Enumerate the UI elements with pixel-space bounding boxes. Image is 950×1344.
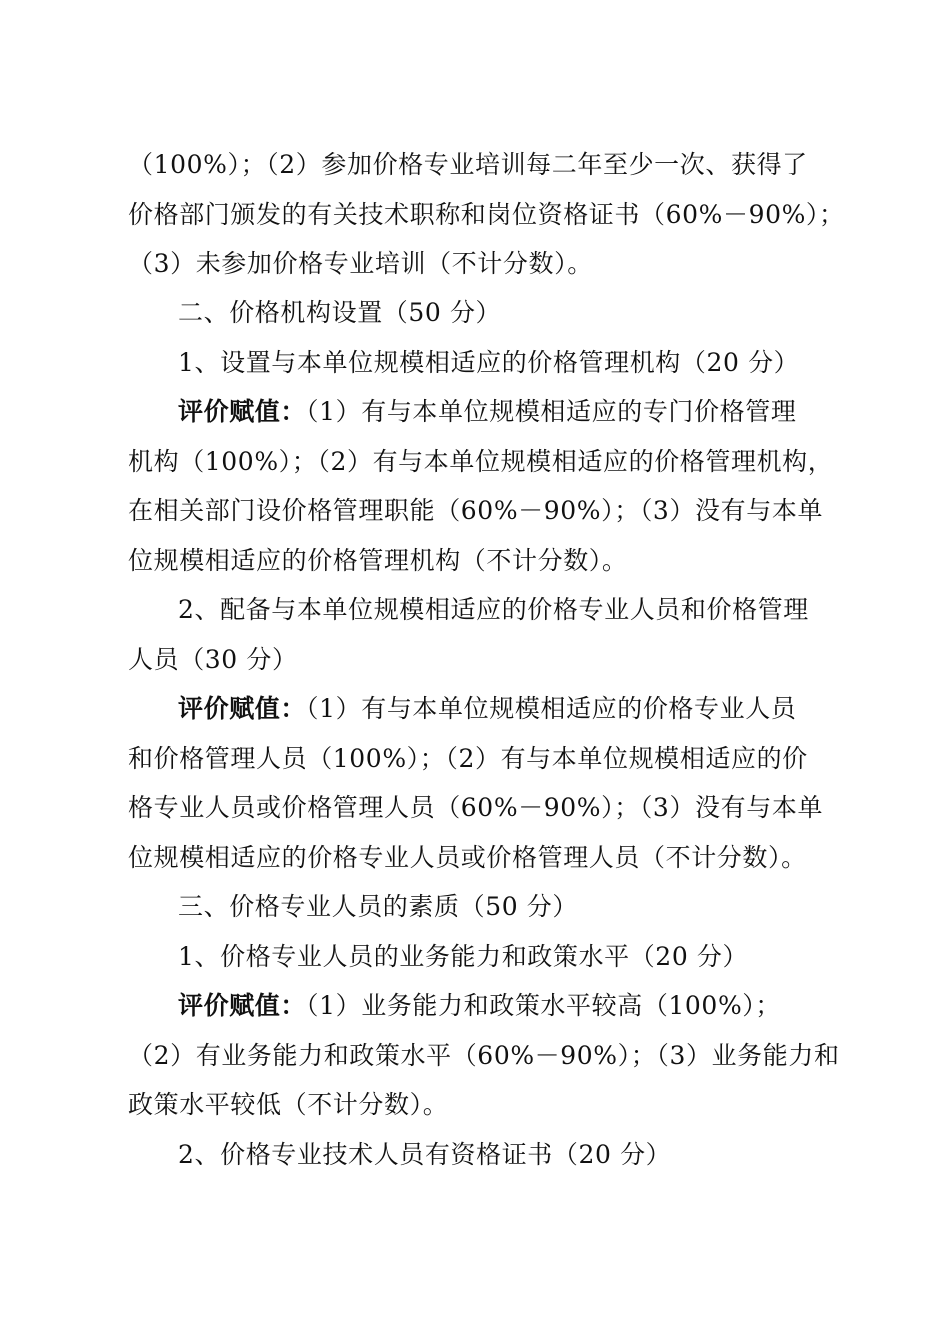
text-line: （100%）；（2）参加价格专业培训每二年至少一次、获得了 bbox=[128, 150, 808, 179]
text-line: 价格部门颁发的有关技术职称和岗位资格证书（60%－90%）； bbox=[128, 200, 845, 229]
evaluation-paragraph-line bbox=[178, 694, 796, 724]
text-line: 人员（30 分） bbox=[128, 645, 298, 674]
text-line: 位规模相适应的价格管理机构（不计分数）。 bbox=[128, 546, 628, 575]
text-line: 机构（100%）；（2）有与本单位规模相适应的价格管理机构， bbox=[128, 447, 834, 476]
text-line: （2）有业务能力和政策水平（60%－90%）；（3）业务能力和 bbox=[128, 1041, 840, 1070]
evaluation-paragraph-line bbox=[178, 991, 781, 1021]
subsection-heading: 2、配备与本单位规模相适应的价格专业人员和价格管理 bbox=[178, 595, 809, 624]
subsection-heading: 1、价格专业人员的业务能力和政策水平（20 分） bbox=[178, 942, 749, 971]
evaluation-text: （1）业务能力和政策水平较高（100%）； bbox=[306, 991, 781, 1020]
text-line: 和价格管理人员（100%）；（2）有与本单位规模相适应的价 bbox=[128, 744, 808, 773]
evaluation-paragraph-line bbox=[178, 397, 796, 427]
text-line: 政策水平较低（不计分数）。 bbox=[128, 1090, 449, 1119]
evaluation-label: 评价赋值： bbox=[178, 397, 307, 426]
section-heading: 二、价格机构设置（50 分） bbox=[178, 298, 502, 327]
text-line: 在相关部门设价格管理职能（60%－90%）；（3）没有与本单 bbox=[128, 496, 824, 525]
evaluation-text: （1）有与本单位规模相适应的价格专业人员 bbox=[306, 694, 797, 723]
text-line: 位规模相适应的价格专业人员或价格管理人员（不计分数）。 bbox=[128, 843, 807, 872]
evaluation-text: （1）有与本单位规模相适应的专门价格管理 bbox=[306, 397, 797, 426]
evaluation-label: 评价赋值： bbox=[178, 694, 307, 723]
text-line: 格专业人员或价格管理人员（60%－90%）；（3）没有与本单 bbox=[128, 793, 824, 822]
evaluation-label: 评价赋值： bbox=[178, 991, 307, 1020]
subsection-heading: 2、价格专业技术人员有资格证书（20 分） bbox=[178, 1140, 672, 1169]
subsection-heading: 1、设置与本单位规模相适应的价格管理机构（20 分） bbox=[178, 348, 800, 377]
section-heading: 三、价格专业人员的素质（50 分） bbox=[178, 892, 578, 921]
text-line: （3）未参加价格专业培训（不计分数）。 bbox=[128, 249, 593, 278]
